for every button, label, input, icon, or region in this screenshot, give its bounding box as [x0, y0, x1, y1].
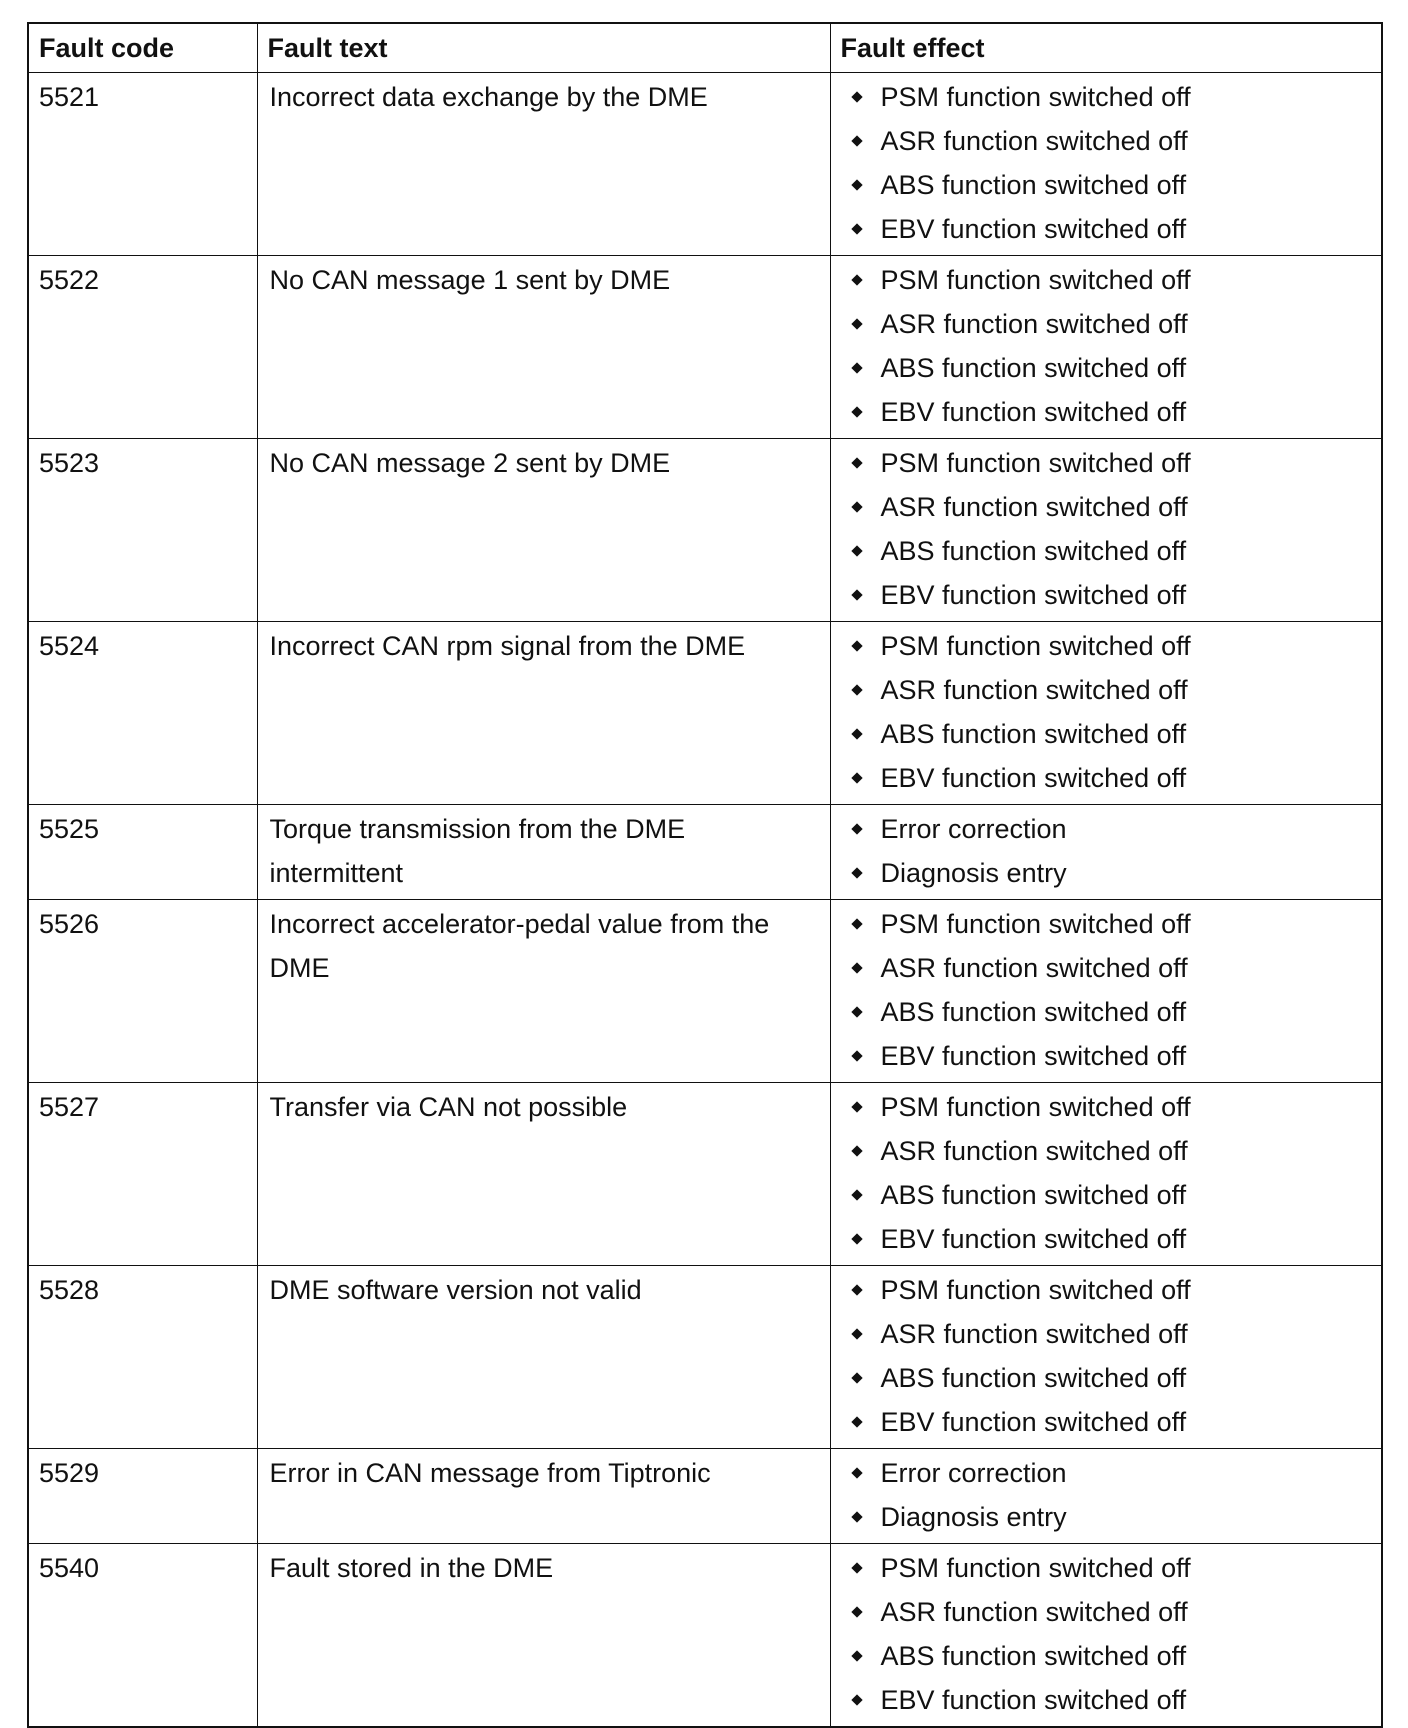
fault-effect-cell [830, 1449, 1382, 1544]
list-item [841, 1217, 1372, 1261]
list-item [841, 258, 1372, 302]
table-row [28, 439, 1382, 622]
diamond-bullet-icon [851, 1050, 862, 1061]
diamond-bullet-icon [851, 1694, 862, 1705]
header-fault-effect: Fault effect [830, 23, 1382, 73]
table-row [28, 73, 1382, 256]
fault-effect-text: ABS function switched off [880, 1180, 1187, 1210]
fault-text-cell: No CAN message 2 sent by DME [257, 439, 830, 622]
fault-effect-text: ASR function switched off [880, 309, 1188, 339]
diamond-bullet-icon [851, 640, 862, 651]
diamond-bullet-icon [851, 1467, 862, 1478]
list-item [841, 624, 1372, 668]
fault-effect-list [841, 1451, 1372, 1539]
table-row [28, 622, 1382, 805]
diamond-bullet-icon [851, 362, 862, 373]
fault-effect-text: ASR function switched off [880, 126, 1188, 156]
fault-effect-text: ASR function switched off [880, 675, 1188, 705]
fault-effect-cell [830, 1544, 1382, 1728]
fault-text-cell: Incorrect data exchange by the DME [257, 73, 830, 256]
fault-text-cell: Transfer via CAN not possible [257, 1083, 830, 1266]
fault-effect-text: EBV function switched off [880, 1407, 1187, 1437]
list-item [841, 1546, 1372, 1590]
fault-code-cell: 5525 [28, 805, 257, 900]
diamond-bullet-icon [851, 1284, 862, 1295]
diamond-bullet-icon [851, 867, 862, 878]
list-item [841, 529, 1372, 573]
diamond-bullet-icon [851, 501, 862, 512]
fault-text-cell: DME software version not valid [257, 1266, 830, 1449]
diamond-bullet-icon [851, 728, 862, 739]
fault-effect-text: ASR function switched off [880, 1136, 1188, 1166]
list-item [841, 75, 1372, 119]
fault-text-cell: Incorrect accelerator-pedal value from the DME [257, 900, 830, 1083]
header-fault-text: Fault text [257, 23, 830, 73]
diamond-bullet-icon [851, 1328, 862, 1339]
table-row [28, 1544, 1382, 1728]
list-item [841, 1085, 1372, 1129]
diamond-bullet-icon [851, 1562, 862, 1573]
table-row [28, 1449, 1382, 1544]
diamond-bullet-icon [851, 772, 862, 783]
diamond-bullet-icon [851, 918, 862, 929]
fault-code-cell: 5540 [28, 1544, 257, 1728]
fault-effect-text: ABS function switched off [880, 1363, 1187, 1393]
fault-effect-text: EBV function switched off [880, 1041, 1187, 1071]
fault-effect-cell [830, 1266, 1382, 1449]
list-item [841, 573, 1372, 617]
fault-effect-list [841, 1085, 1372, 1261]
diamond-bullet-icon [851, 274, 862, 285]
fault-code-table [27, 22, 1383, 1728]
fault-effect-cell [830, 900, 1382, 1083]
diamond-bullet-icon [851, 1189, 862, 1200]
fault-effect-text: ABS function switched off [880, 353, 1187, 383]
table-row [28, 1266, 1382, 1449]
fault-effect-text: Error correction [880, 1458, 1067, 1488]
diamond-bullet-icon [851, 318, 862, 329]
diamond-bullet-icon [851, 1416, 862, 1427]
header-row [28, 23, 1382, 73]
diamond-bullet-icon [851, 223, 862, 234]
fault-effect-text: ASR function switched off [880, 1597, 1188, 1627]
diamond-bullet-icon [851, 684, 862, 695]
diamond-bullet-icon [851, 545, 862, 556]
list-item [841, 1173, 1372, 1217]
fault-code-cell: 5526 [28, 900, 257, 1083]
fault-effect-text: EBV function switched off [880, 763, 1187, 793]
list-item [841, 1034, 1372, 1078]
list-item [841, 390, 1372, 434]
diamond-bullet-icon [851, 135, 862, 146]
fault-text-cell: Torque transmission from the DME intermittent [257, 805, 830, 900]
fault-effect-text: ABS function switched off [880, 997, 1187, 1027]
fault-effect-cell [830, 805, 1382, 900]
fault-code-cell: 5523 [28, 439, 257, 622]
fault-text-cell: Error in CAN message from Tiptronic [257, 1449, 830, 1544]
fault-text-cell: Fault stored in the DME [257, 1544, 830, 1728]
diamond-bullet-icon [851, 91, 862, 102]
list-item [841, 1400, 1372, 1444]
fault-effect-text: ABS function switched off [880, 719, 1187, 749]
fault-effect-text: ASR function switched off [880, 953, 1188, 983]
table-row [28, 900, 1382, 1083]
fault-text-cell: Incorrect CAN rpm signal from the DME [257, 622, 830, 805]
list-item [841, 1268, 1372, 1312]
list-item [841, 207, 1372, 251]
fault-effect-text: EBV function switched off [880, 1685, 1187, 1715]
list-item [841, 1356, 1372, 1400]
list-item [841, 1590, 1372, 1634]
fault-effect-cell [830, 1083, 1382, 1266]
diamond-bullet-icon [851, 179, 862, 190]
document-page [27, 22, 1381, 1728]
fault-effect-text: PSM function switched off [880, 1275, 1191, 1305]
fault-code-cell: 5524 [28, 622, 257, 805]
fault-effect-text: ABS function switched off [880, 1641, 1187, 1671]
diamond-bullet-icon [851, 1006, 862, 1017]
diamond-bullet-icon [851, 1372, 862, 1383]
table-row [28, 805, 1382, 900]
fault-effect-list [841, 75, 1372, 251]
fault-effect-list [841, 902, 1372, 1078]
diamond-bullet-icon [851, 1650, 862, 1661]
fault-effect-text: Diagnosis entry [880, 858, 1067, 888]
fault-effect-text: EBV function switched off [880, 1224, 1187, 1254]
fault-effect-text: PSM function switched off [880, 909, 1191, 939]
list-item [841, 756, 1372, 800]
diamond-bullet-icon [851, 1511, 862, 1522]
list-item [841, 1678, 1372, 1722]
diamond-bullet-icon [851, 406, 862, 417]
diamond-bullet-icon [851, 1233, 862, 1244]
fault-effect-list [841, 258, 1372, 434]
list-item [841, 1312, 1372, 1356]
list-item [841, 1451, 1372, 1495]
fault-effect-cell [830, 256, 1382, 439]
fault-effect-text: PSM function switched off [880, 265, 1191, 295]
fault-effect-text: PSM function switched off [880, 1092, 1191, 1122]
diamond-bullet-icon [851, 589, 862, 600]
list-item [841, 807, 1372, 851]
list-item [841, 946, 1372, 990]
diamond-bullet-icon [851, 962, 862, 973]
list-item [841, 851, 1372, 895]
diamond-bullet-icon [851, 1145, 862, 1156]
fault-text-cell: No CAN message 1 sent by DME [257, 256, 830, 439]
fault-effect-list [841, 1268, 1372, 1444]
fault-effect-text: EBV function switched off [880, 397, 1187, 427]
fault-effect-text: PSM function switched off [880, 82, 1191, 112]
list-item [841, 1129, 1372, 1173]
fault-effect-text: ABS function switched off [880, 170, 1187, 200]
diamond-bullet-icon [851, 1101, 862, 1112]
fault-effect-text: ASR function switched off [880, 492, 1188, 522]
table-row [28, 256, 1382, 439]
list-item [841, 441, 1372, 485]
diamond-bullet-icon [851, 457, 862, 468]
fault-effect-list [841, 807, 1372, 895]
fault-effect-list [841, 441, 1372, 617]
fault-effect-text: PSM function switched off [880, 1553, 1191, 1583]
fault-effect-text: Error correction [880, 814, 1067, 844]
list-item [841, 1634, 1372, 1678]
list-item [841, 163, 1372, 207]
list-item [841, 668, 1372, 712]
fault-code-cell: 5527 [28, 1083, 257, 1266]
fault-effect-text: ASR function switched off [880, 1319, 1188, 1349]
fault-effect-text: EBV function switched off [880, 214, 1187, 244]
fault-effect-list [841, 624, 1372, 800]
fault-code-cell: 5529 [28, 1449, 257, 1544]
list-item [841, 485, 1372, 529]
fault-code-cell: 5522 [28, 256, 257, 439]
fault-effect-list [841, 1546, 1372, 1722]
fault-effect-text: PSM function switched off [880, 631, 1191, 661]
fault-code-cell: 5528 [28, 1266, 257, 1449]
list-item [841, 302, 1372, 346]
fault-effect-text: ABS function switched off [880, 536, 1187, 566]
header-fault-code: Fault code [28, 23, 257, 73]
list-item [841, 712, 1372, 756]
fault-effect-text: EBV function switched off [880, 580, 1187, 610]
diamond-bullet-icon [851, 1606, 862, 1617]
fault-effect-cell [830, 439, 1382, 622]
diamond-bullet-icon [851, 823, 862, 834]
fault-effect-text: PSM function switched off [880, 448, 1191, 478]
list-item [841, 990, 1372, 1034]
table-row [28, 1083, 1382, 1266]
fault-effect-cell [830, 622, 1382, 805]
list-item [841, 119, 1372, 163]
list-item [841, 1495, 1372, 1539]
fault-effect-cell [830, 73, 1382, 256]
fault-effect-text: Diagnosis entry [880, 1502, 1067, 1532]
fault-code-cell: 5521 [28, 73, 257, 256]
list-item [841, 346, 1372, 390]
list-item [841, 902, 1372, 946]
